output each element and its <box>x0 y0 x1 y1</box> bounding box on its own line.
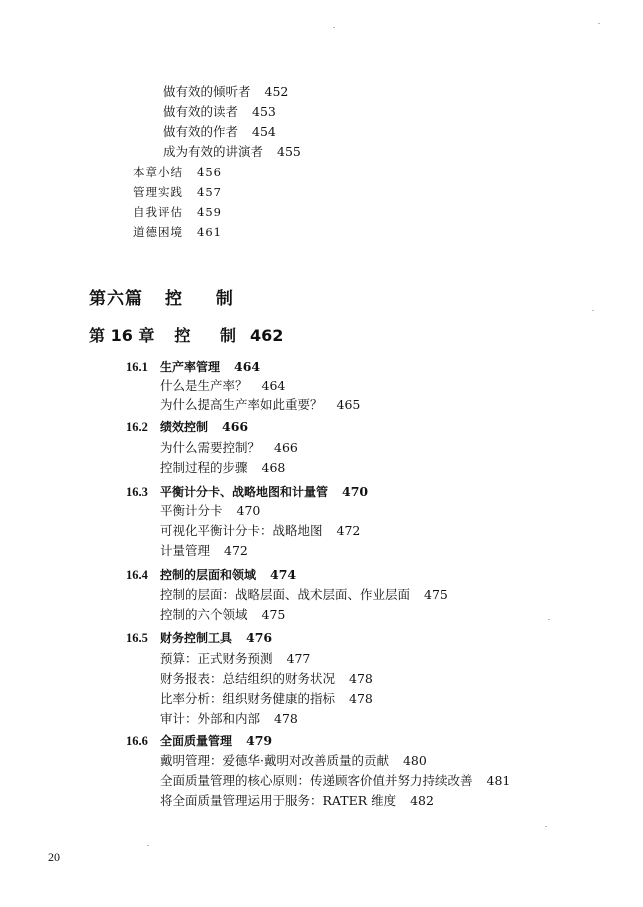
toc-entry[interactable] <box>160 651 310 667</box>
toc-entry-page: 478 <box>274 711 298 726</box>
toc-entry-title: 控制过程的步骤 <box>160 460 248 475</box>
page-number: 20 <box>48 850 60 864</box>
toc-entry-page: 468 <box>261 460 286 475</box>
toc-entry[interactable] <box>160 460 285 476</box>
section-number: 16.5 <box>126 631 148 645</box>
toc-summary-entry[interactable] <box>133 184 222 200</box>
toc-entry[interactable] <box>160 671 373 687</box>
toc-section[interactable] <box>126 567 296 583</box>
toc-entry[interactable] <box>163 84 288 100</box>
section-title: 平衡计分卡、战略地图和计量管 <box>160 485 329 499</box>
toc-entry-title: 做有效的作者 <box>163 124 239 139</box>
toc-entry[interactable] <box>160 503 260 519</box>
section-page: 464 <box>234 359 261 374</box>
scan-speck <box>548 619 550 620</box>
section-page: 470 <box>342 484 369 499</box>
toc-entry-page: 482 <box>410 793 434 808</box>
toc-entry-page: 477 <box>286 651 311 666</box>
toc-entry[interactable] <box>163 124 276 140</box>
toc-entry[interactable] <box>160 440 298 456</box>
toc-entry-page: 464 <box>261 378 286 393</box>
toc-entry[interactable] <box>160 711 298 727</box>
toc-entry-page: 481 <box>486 773 511 788</box>
toc-entry-page: 454 <box>252 124 276 139</box>
toc-entry-page: 453 <box>252 104 276 119</box>
toc-entry-title: 可视化平衡计分卡：战略地图 <box>160 523 323 538</box>
section-number: 16.1 <box>126 360 148 374</box>
toc-entry-title: 财务报表：总结组织的财务状况 <box>160 671 336 686</box>
scan-speck <box>592 310 594 311</box>
toc-entry-page: 456 <box>197 165 222 179</box>
toc-entry-page: 461 <box>197 225 222 239</box>
scan-speck <box>545 826 547 827</box>
toc-entry-page: 457 <box>197 185 222 199</box>
toc-entry-title: 管理实践 <box>133 185 183 199</box>
section-number: 16.4 <box>126 568 148 582</box>
toc-summary-entry[interactable] <box>133 224 222 240</box>
toc-entry[interactable] <box>160 607 285 623</box>
toc-section[interactable] <box>126 359 260 375</box>
toc-entry-title: 什么是生产率？ <box>160 378 248 393</box>
toc-entry[interactable] <box>160 793 434 809</box>
toc-entry-title: 做有效的倾听者 <box>163 84 251 99</box>
toc-entry-page: 472 <box>224 543 248 558</box>
section-page: 476 <box>246 630 273 645</box>
toc-section[interactable] <box>126 630 272 646</box>
section-title: 绩效控制 <box>160 420 209 434</box>
section-title: 财务控制工具 <box>160 631 233 645</box>
toc-entry-page: 478 <box>349 691 373 706</box>
toc-summary-entry[interactable] <box>133 164 222 180</box>
toc-entry-page: 455 <box>277 144 301 159</box>
chapter-title: 控 制 <box>174 326 248 345</box>
toc-entry[interactable] <box>160 543 248 559</box>
toc-section[interactable] <box>126 733 272 749</box>
toc-entry-title: 控制的六个领域 <box>160 607 248 622</box>
toc-entry-page: 472 <box>336 523 361 538</box>
section-number: 16.6 <box>126 734 148 748</box>
chapter-label: 第 16 章 <box>89 326 155 345</box>
toc-entry-page: 475 <box>261 607 286 622</box>
toc-entry-page: 470 <box>236 503 261 518</box>
toc-entry[interactable] <box>160 691 373 707</box>
toc-entry[interactable] <box>160 378 285 394</box>
toc-entry-page: 452 <box>264 84 289 99</box>
toc-entry[interactable] <box>160 397 360 413</box>
scan-speck <box>333 27 335 28</box>
part-title: 控 制 <box>165 289 247 309</box>
toc-entry[interactable] <box>160 523 360 539</box>
toc-entry-page: 459 <box>197 205 222 219</box>
toc-entry[interactable] <box>160 587 448 603</box>
toc-entry-title: 戴明管理：爱德华·戴明对改善质量的贡献 <box>160 753 389 768</box>
section-title: 控制的层面和领域 <box>160 568 257 582</box>
toc-summary-entry[interactable] <box>133 204 222 220</box>
toc-entry-title: 将全面质量管理运用于服务：RATER 维度 <box>160 793 397 808</box>
scan-speck <box>598 23 600 24</box>
toc-entry-title: 为什么需要控制？ <box>160 440 261 455</box>
toc-entry-page: 478 <box>349 671 373 686</box>
toc-entry-title: 平衡计分卡 <box>160 503 223 518</box>
toc-entry-title: 为什么提高生产率如此重要？ <box>160 397 323 412</box>
toc-entry-page: 475 <box>424 587 448 602</box>
toc-entry-title: 做有效的读者 <box>163 104 239 119</box>
section-title: 生产率管理 <box>160 360 221 374</box>
part-label: 第六篇 <box>89 289 143 309</box>
toc-entry-page: 465 <box>336 397 361 412</box>
scan-speck <box>147 845 149 846</box>
chapter-heading[interactable] <box>89 323 283 346</box>
toc-entry-title: 成为有效的讲演者 <box>163 144 264 159</box>
section-page: 466 <box>222 419 249 434</box>
toc-entry-title: 道德困境 <box>133 225 183 239</box>
toc-entry[interactable] <box>160 773 510 789</box>
section-page: 479 <box>246 733 273 748</box>
toc-entry-page: 480 <box>402 753 427 768</box>
toc-entry-page: 466 <box>274 440 298 455</box>
section-number: 16.3 <box>126 485 148 499</box>
toc-entry-title: 比率分析：组织财务健康的指标 <box>160 691 336 706</box>
section-page: 474 <box>270 567 297 582</box>
part-heading <box>89 284 247 309</box>
toc-section[interactable] <box>126 419 248 435</box>
chapter-page: 462 <box>250 326 284 345</box>
toc-entry[interactable] <box>163 104 276 120</box>
toc-entry[interactable] <box>160 753 427 769</box>
toc-entry-title: 控制的层面：战略层面、战术层面、作业层面 <box>160 587 411 602</box>
section-number: 16.2 <box>126 420 148 434</box>
section-title: 全面质量管理 <box>160 734 233 748</box>
toc-entry-title: 本章小结 <box>133 165 183 179</box>
toc-entry-title: 自我评估 <box>133 205 183 219</box>
toc-entry-title: 全面质量管理的核心原则：传递顾客价值并努力持续改善 <box>160 773 473 788</box>
toc-entry[interactable] <box>163 144 301 160</box>
toc-entry-title: 计量管理 <box>160 543 211 558</box>
toc-entry-title: 预算：正式财务预测 <box>160 651 273 666</box>
toc-section[interactable] <box>126 484 368 500</box>
toc-entry-title: 审计：外部和内部 <box>160 711 261 726</box>
